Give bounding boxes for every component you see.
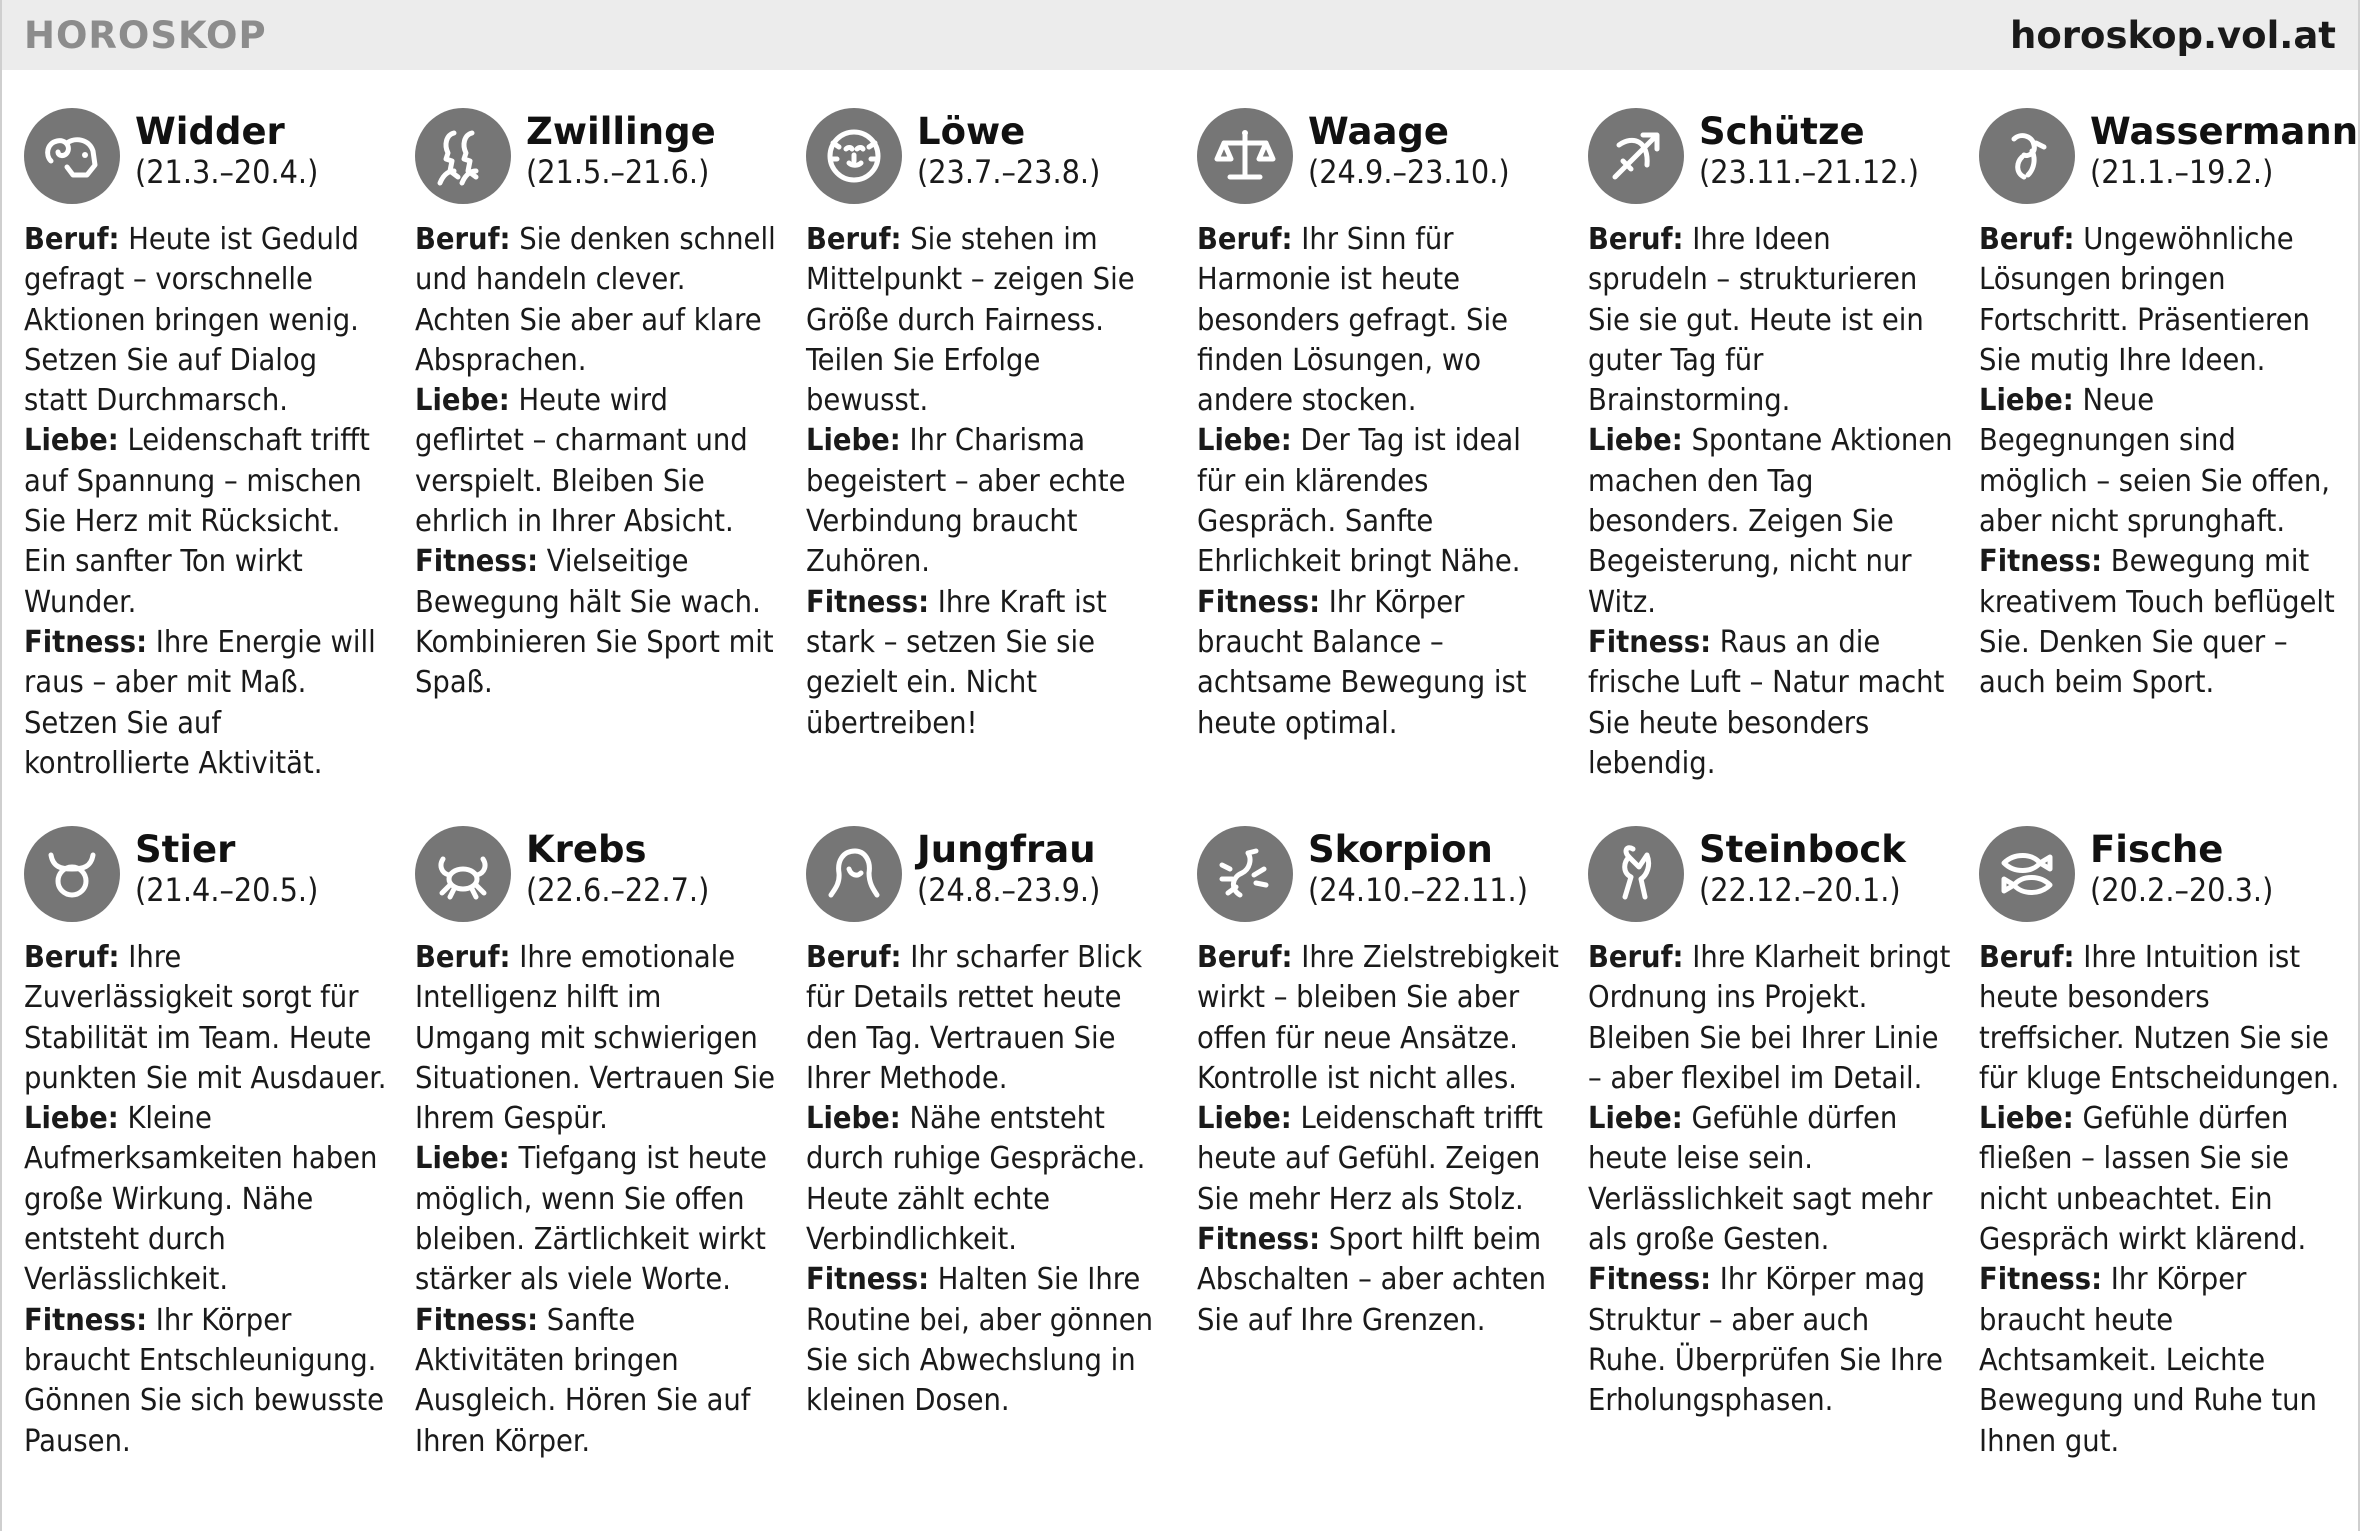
liebe-paragraph (1588, 421, 1953, 622)
sign-dates: (21.1.–19.2.) (2090, 153, 2274, 191)
sign-name: Widder (135, 110, 285, 153)
sign-text (24, 220, 389, 784)
liebe-text: Tiefgang ist heute möglich, wenn Sie offen bleiben. Zärtlichkeit wirkt stärker als viele Worte. (415, 1141, 767, 1298)
sign-dates: (21.5.–21.6.) (526, 153, 710, 191)
beruf-paragraph (24, 938, 389, 1099)
liebe-paragraph (415, 1139, 780, 1300)
sign-card-stier (24, 826, 415, 1526)
sign-dates: (20.2.–20.3.) (2090, 871, 2274, 909)
fitness-paragraph (806, 1260, 1171, 1421)
fitness-text: Ihre Energie will raus – aber mit Maß. Setzen Sie auf kontrollierte Aktivität. (24, 624, 376, 781)
fitness-label: Fitness: (1197, 1222, 1321, 1258)
sign-header (415, 826, 806, 938)
sign-text (415, 938, 780, 1462)
liebe-paragraph (1197, 1099, 1562, 1220)
liebe-paragraph (24, 421, 389, 622)
sign-header (1979, 108, 2360, 220)
fitness-paragraph (1197, 1220, 1562, 1341)
fitness-label: Fitness: (415, 544, 539, 580)
beruf-text: Sie denken schnell und handeln clever. Achten Sie aber auf klare Absprachen. (415, 222, 776, 378)
liebe-label: Liebe: (1197, 423, 1292, 459)
sign-name: Krebs (526, 828, 647, 871)
fitness-label: Fitness: (806, 584, 930, 620)
fitness-text: Ihr Körper braucht Entschleunigung. Gönnen Sie sich bewusste Pausen. (24, 1302, 384, 1459)
sign-name: Löwe (917, 110, 1026, 153)
beruf-text: Ihre emotionale Intelligenz hilft im Umgang mit schwierigen Situationen. Vertrauen Sie Ihrem Gespür. (415, 940, 775, 1137)
beruf-paragraph (1197, 938, 1562, 1099)
beruf-text: Ihre Klarheit bringt Ordnung ins Projekt. Bleiben Sie bei Ihrer Linie – aber flexibel im Detail. (1588, 940, 1951, 1096)
liebe-text: Nähe entsteht durch ruhige Gespräche. Heute zählt echte Verbindlichkeit. (806, 1101, 1146, 1258)
sign-card-jungfrau (806, 826, 1197, 1526)
sign-header (1197, 108, 1588, 220)
liebe-text: Heute wird geflirtet – charmant und verspielt. Bleiben Sie ehrlich in Ihrer Absicht. (415, 383, 748, 540)
fitness-paragraph (1979, 1260, 2344, 1461)
sign-header (1588, 108, 1979, 220)
liebe-paragraph (24, 1099, 389, 1300)
sign-text (415, 220, 780, 704)
liebe-label: Liebe: (24, 1101, 119, 1137)
fitness-text: Sanfte Aktivitäten bringen Ausgleich. Hören Sie auf Ihren Körper. (415, 1302, 751, 1459)
fitness-paragraph (24, 623, 389, 784)
liebe-paragraph (1979, 1099, 2344, 1260)
sign-card-waage (1197, 108, 1588, 826)
beruf-paragraph (806, 938, 1171, 1099)
header-bar (2, 0, 2358, 70)
virgo-maiden-icon (806, 826, 902, 922)
sign-header (1979, 826, 2360, 938)
sign-dates: (24.9.–23.10.) (1308, 153, 1510, 191)
taurus-bull-icon (24, 826, 120, 922)
liebe-text: Kleine Aufmerksamkeiten haben große Wirkung. Nähe entsteht durch Verlässlichkeit. (24, 1101, 378, 1298)
cancer-crab-icon (415, 826, 511, 922)
sign-dates: (21.4.–20.5.) (135, 871, 319, 909)
beruf-paragraph (1588, 938, 1953, 1099)
liebe-label: Liebe: (415, 1141, 510, 1177)
beruf-label: Beruf: (1197, 222, 1293, 257)
liebe-text: Der Tag ist ideal für ein klärendes Gespräch. Sanfte Ehrlichkeit bringt Nähe. (1197, 423, 1521, 580)
liebe-label: Liebe: (1588, 1101, 1683, 1137)
sign-dates: (21.3.–20.4.) (135, 153, 319, 191)
beruf-text: Heute ist Geduld gefragt – vorschnelle Aktionen bringen wenig. Setzen Sie auf Dialog statt Durchmarsch. (24, 222, 359, 419)
fitness-text: Ihr Körper braucht Balance – achtsame Bewegung ist heute optimal. (1197, 584, 1527, 741)
pisces-fish-icon (1979, 826, 2075, 922)
beruf-text: Ihr Sinn für Harmonie ist heute besonders gefragt. Sie finden Lösungen, wo andere stocken. (1197, 222, 1508, 419)
liebe-label: Liebe: (806, 423, 901, 459)
fitness-text: Halten Sie Ihre Routine bei, aber gönnen Sie sich Abwechslung in kleinen Dosen. (806, 1262, 1153, 1419)
gemini-twins-icon (415, 108, 511, 204)
sign-dates: (22.12.–20.1.) (1699, 871, 1901, 909)
sign-dates: (22.6.–22.7.) (526, 871, 710, 909)
liebe-label: Liebe: (24, 423, 119, 459)
leo-lion-icon (806, 108, 902, 204)
sign-dates: (24.10.–22.11.) (1308, 871, 1528, 909)
beruf-text: Ungewöhnliche Lösungen bringen Fortschritt. Präsentieren Sie mutig Ihre Ideen. (1979, 222, 2310, 378)
beruf-text: Ihre Ideen sprudeln – strukturieren Sie sie gut. Heute ist ein guter Tag für Brainstorming. (1588, 222, 1924, 419)
beruf-paragraph (415, 220, 780, 381)
beruf-paragraph (24, 220, 389, 421)
sign-name: Skorpion (1308, 828, 1493, 871)
sign-header (806, 108, 1197, 220)
liebe-text: Leidenschaft trifft auf Spannung – mischen Sie Herz mit Rücksicht. Ein sanfter Ton wirkt Wunder. (24, 423, 370, 620)
horoscope-grid (24, 108, 2359, 1526)
beruf-paragraph (806, 220, 1171, 421)
sign-card-skorpion (1197, 826, 1588, 1526)
sign-header (806, 826, 1197, 938)
liebe-paragraph (1979, 381, 2344, 542)
fitness-paragraph (1588, 1260, 1953, 1421)
fitness-label: Fitness: (1979, 544, 2103, 580)
beruf-text: Ihr scharfer Blick für Details rettet heute den Tag. Vertrauen Sie Ihrer Methode. (806, 940, 1143, 1096)
beruf-text: Ihre Zielstrebigkeit wirkt – bleiben Sie aber offen für neue Ansätze. Kontrolle ist nicht alles. (1197, 940, 1559, 1096)
beruf-label: Beruf: (24, 940, 120, 975)
sign-card-krebs (415, 826, 806, 1526)
sign-name: Fische (2090, 828, 2224, 871)
sign-card-schütze (1588, 108, 1979, 826)
liebe-paragraph (1588, 1099, 1953, 1260)
liebe-label: Liebe: (1197, 1101, 1292, 1137)
sign-dates: (23.7.–23.8.) (917, 153, 1101, 191)
sign-text (806, 938, 1171, 1422)
fitness-label: Fitness: (24, 1302, 148, 1338)
sign-card-widder (24, 108, 415, 826)
sign-text (806, 220, 1171, 744)
liebe-text: Gefühle dürfen fließen – lassen Sie sie nicht unbeachtet. Ein Gespräch wirkt klärend. (1979, 1101, 2307, 1258)
liebe-label: Liebe: (1588, 423, 1683, 459)
beruf-text: Ihre Zuverlässigkeit sorgt für Stabilität im Team. Heute punkten Sie mit Ausdauer. (24, 940, 387, 1096)
fitness-label: Fitness: (1197, 584, 1321, 620)
sign-dates: (24.8.–23.9.) (917, 871, 1101, 909)
liebe-text: Neue Begegnungen sind möglich – seien Sie offen, aber nicht sprunghaft. (1979, 383, 2330, 540)
beruf-text: Sie stehen im Mittelpunkt – zeigen Sie Größe durch Fairness. Teilen Sie Erfolge bewusst. (806, 222, 1135, 419)
capricorn-goat-icon (1588, 826, 1684, 922)
sign-name: Steinbock (1699, 828, 1906, 871)
sign-header (24, 826, 415, 938)
fitness-paragraph (806, 583, 1171, 744)
beruf-label: Beruf: (1588, 222, 1684, 257)
sign-text (1979, 938, 2344, 1462)
fitness-text: Vielseitige Bewegung hält Sie wach. Kombinieren Sie Sport mit Spaß. (415, 544, 774, 701)
sign-dates: (23.11.–21.12.) (1699, 153, 1919, 191)
beruf-paragraph (1588, 220, 1953, 421)
sign-text (1588, 220, 1953, 784)
fitness-label: Fitness: (1979, 1262, 2103, 1298)
liebe-label: Liebe: (806, 1101, 901, 1137)
liebe-paragraph (1197, 421, 1562, 582)
fitness-label: Fitness: (806, 1262, 930, 1298)
sign-card-wassermann (1979, 108, 2360, 826)
section-title: HOROSKOP (24, 13, 267, 57)
sign-text (1588, 938, 1953, 1422)
sign-name: Jungfrau (917, 828, 1096, 871)
libra-scales-icon (1197, 108, 1293, 204)
beruf-label: Beruf: (1979, 940, 2075, 975)
beruf-label: Beruf: (415, 222, 511, 257)
beruf-label: Beruf: (24, 222, 120, 257)
liebe-label: Liebe: (415, 383, 510, 419)
fitness-text: Ihre Kraft ist stark – setzen Sie sie gezielt ein. Nicht übertreiben! (806, 584, 1107, 741)
liebe-text: Gefühle dürfen heute leise sein. Verlässlichkeit sagt mehr als große Gesten. (1588, 1101, 1933, 1258)
liebe-label: Liebe: (1979, 1101, 2074, 1137)
liebe-label: Liebe: (1979, 383, 2074, 419)
fitness-label: Fitness: (24, 624, 148, 660)
beruf-label: Beruf: (806, 940, 902, 975)
beruf-label: Beruf: (1197, 940, 1293, 975)
fitness-text: Ihr Körper mag Struktur – aber auch Ruhe. Überprüfen Sie Ihre Erholungsphasen. (1588, 1262, 1943, 1419)
sign-text (1197, 220, 1562, 744)
beruf-text: Ihre Intuition ist heute besonders treffsicher. Nutzen Sie sie für kluge Entscheidungen. (1979, 940, 2340, 1096)
sign-card-steinbock (1588, 826, 1979, 1526)
fitness-text: Raus an die frische Luft – Natur macht Sie heute besonders lebendig. (1588, 624, 1945, 781)
sign-text (24, 938, 389, 1462)
beruf-paragraph (1979, 220, 2344, 381)
fitness-text: Sport hilft beim Abschalten – aber achten Sie auf Ihre Grenzen. (1197, 1222, 1547, 1338)
sign-header (415, 108, 806, 220)
beruf-label: Beruf: (806, 222, 902, 257)
sign-header (24, 108, 415, 220)
fitness-paragraph (415, 1301, 780, 1462)
fitness-text: Bewegung mit kreativem Touch beflügelt Sie. Denken Sie quer – auch beim Sport. (1979, 544, 2335, 701)
beruf-label: Beruf: (1979, 222, 2075, 257)
sign-header (1197, 826, 1588, 938)
sign-name: Stier (135, 828, 236, 871)
sign-name: Zwillinge (526, 110, 716, 153)
scorpio-scorpion-icon (1197, 826, 1293, 922)
beruf-label: Beruf: (1588, 940, 1684, 975)
sign-name: Wassermann (2090, 110, 2359, 153)
liebe-paragraph (415, 381, 780, 542)
sign-text (1197, 938, 1562, 1341)
sign-name: Waage (1308, 110, 1450, 153)
fitness-paragraph (1588, 623, 1953, 784)
sign-card-fische (1979, 826, 2360, 1526)
sign-card-zwillinge (415, 108, 806, 826)
sign-name: Schütze (1699, 110, 1865, 153)
beruf-label: Beruf: (415, 940, 511, 975)
beruf-paragraph (1979, 938, 2344, 1099)
fitness-text: Ihr Körper braucht heute Achtsamkeit. Leichte Bewegung und Ruhe tun Ihnen gut. (1979, 1262, 2317, 1459)
beruf-paragraph (415, 938, 780, 1139)
liebe-text: Ihr Charisma begeistert – aber echte Verbindung braucht Zuhören. (806, 423, 1126, 580)
fitness-paragraph (1979, 542, 2344, 703)
sign-card-löwe (806, 108, 1197, 826)
aries-ram-icon (24, 108, 120, 204)
fitness-label: Fitness: (1588, 624, 1712, 660)
liebe-text: Spontane Aktionen machen den Tag besonders. Zeigen Sie Begeisterung, nicht nur Witz. (1588, 423, 1953, 620)
fitness-paragraph (1197, 583, 1562, 744)
sagittarius-bow-icon (1588, 108, 1684, 204)
sign-text (1979, 220, 2344, 704)
aquarius-water-bearer-icon (1979, 108, 2075, 204)
liebe-text: Leidenschaft trifft heute auf Gefühl. Zeigen Sie mehr Herz als Stolz. (1197, 1101, 1543, 1217)
site-url[interactable]: horoskop.vol.at (2010, 13, 2336, 57)
fitness-paragraph (24, 1301, 389, 1462)
beruf-paragraph (1197, 220, 1562, 421)
fitness-paragraph (415, 542, 780, 703)
liebe-paragraph (806, 421, 1171, 582)
sign-header (1588, 826, 1979, 938)
liebe-paragraph (806, 1099, 1171, 1260)
fitness-label: Fitness: (1588, 1262, 1712, 1298)
fitness-label: Fitness: (415, 1302, 539, 1338)
